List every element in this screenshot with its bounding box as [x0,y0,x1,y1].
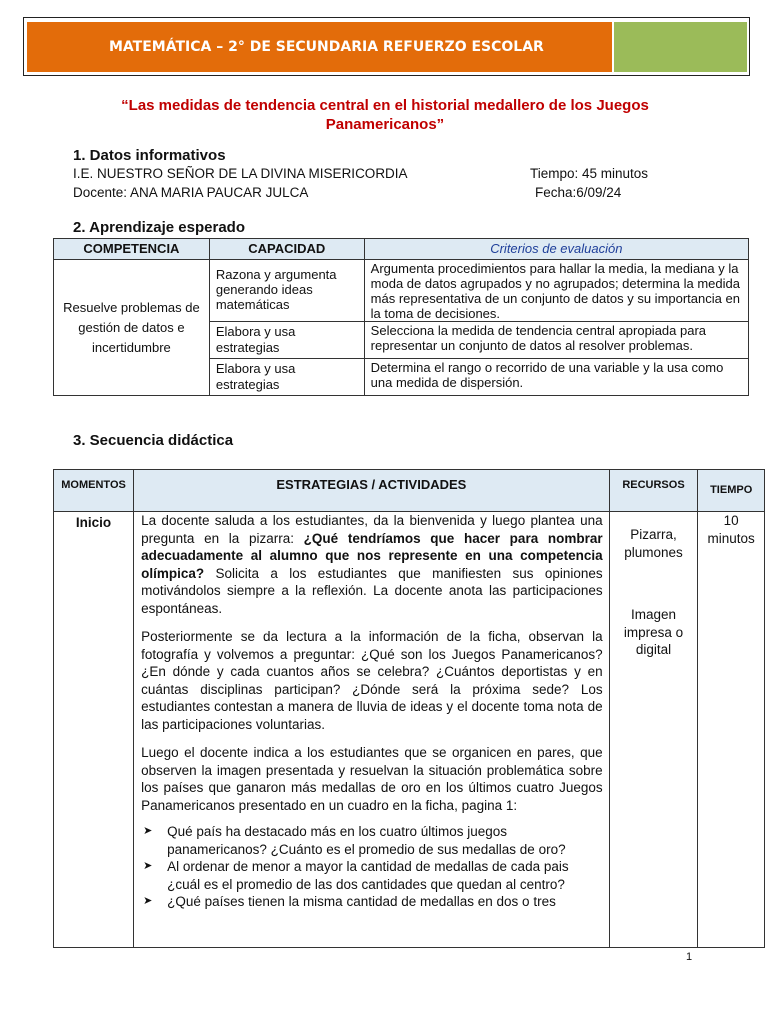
header-capacidad: CAPACIDAD [209,239,364,260]
learning-row [54,260,749,322]
header-title-bar [27,22,612,72]
question-text: Qué país ha destacado más en los cuatro últimos juegos panamericanos? ¿Cuánto es el promedio de sus medallas de oro? [167,824,566,857]
time-info: Tiempo: 45 minutos [530,166,649,181]
learning-table [53,238,749,396]
header-title: MATEMÁTICA – 2° DE SECUNDARIA REFUERZO ESCOLAR [109,39,544,55]
competencia-cell: Resuelve problemas de gestión de datos e incertidumbre [54,260,210,396]
sequence-table [53,469,765,948]
header-recursos: RECURSOS [609,470,698,512]
header-accent-block [614,22,747,72]
section-heading-datos: 1. Datos informativos [73,147,226,164]
activity-paragraph-2: Posteriormente se da lectura a la información de la ficha, observan la fotografía y volvemos a preguntar: ¿Qué son los Juegos Panamericanos? ¿En dónde y cada cuantos años se celebra? ¿Cuántos deportistas y en cuántas disciplinas participan? ¿Dónde será la próxima sede? Los estudiantes contestan a manera de lluvia de ideas y el docente toma nota de las participaciones voluntarias. [141,629,603,732]
document-title-line-2: Panamericanos” [325,116,445,133]
sequence-row-inicio [54,512,765,948]
activity-paragraph-3: Luego el docente indica a los estudiantes que se organicen en pares, que observen la imagen presentada y resuelvan la situación problemática sobre los países que ganaron más medallas de oro en los últimos cuatro Juegos Panamericanos presentado en un cuadro en la ficha, pagina 1: [141,745,603,813]
learning-table-header-row [54,239,749,260]
activity-paragraph-1 [141,512,603,617]
header-tiempo: TIEMPO [698,470,765,512]
date-info: Fecha:6/09/24 [535,185,622,200]
arrow-bullet-icon: ➤ [143,860,153,872]
header-competencia: COMPETENCIA [54,239,210,260]
capacidad-cell: Razona y argumenta generando ideas matemáticas [209,260,364,322]
activity-p1-text: La docente saluda a los estudiantes, da la bienvenida y luego plantea una pregunta en la pizarra: [141,513,603,546]
section-heading-aprendizaje: 2. Aprendizaje esperado [73,219,246,236]
list-item [141,858,603,893]
header-estrategias: ESTRATEGIAS / ACTIVIDADES [134,470,610,512]
criterio-cell: Argumenta procedimientos para hallar la media, la mediana y la moda de datos agrupados y no agrupados; determina la medida más representativa de un conjunto de datos y su importancia en la toma de decisiones. [364,260,748,322]
arrow-bullet-icon: ➤ [143,825,153,837]
list-item [141,893,603,911]
moment-label: Inicio [54,512,134,948]
institution-name: I.E. NUESTRO SEÑOR DE LA DIVINA MISERICORDIA [73,166,408,181]
page-number: 1 [686,951,693,963]
header-momentos: MOMENTOS [54,470,134,512]
criterio-cell: Determina el rango o recorrido de una variable y la usa como una medida de dispersión. [364,359,748,396]
section-heading-secuencia: 3. Secuencia didáctica [73,432,234,449]
teacher-name: Docente: ANA MARIA PAUCAR JULCA [73,185,309,200]
capacidad-cell: Elabora y usa estrategias [209,322,364,359]
question-list [141,823,603,911]
question-text: Al ordenar de menor a mayor la cantidad de medallas de cada pais ¿cuál es el promedio de las dos cantidades que quedan al centro? [167,859,569,892]
document-title-line-1: “Las medidas de tendencia central en el historial medallero de los Juegos [121,97,649,114]
header-criterios: Criterios de evaluación [364,239,748,260]
time-cell: 10 minutos [698,512,765,948]
list-item [141,823,603,858]
resource-pizarra: Pizarra, plumones [624,527,683,560]
resources-cell [609,512,698,948]
activities-cell [134,512,610,948]
question-text: ¿Qué países tienen la misma cantidad de medallas en dos o tres [167,894,556,909]
sequence-table-header-row [54,470,765,512]
capacidad-cell: Elabora y usa estrategias [209,359,364,396]
resource-imagen: Imagen impresa o digital [623,607,684,657]
document-title [40,96,730,134]
criterio-cell: Selecciona la medida de tendencia central apropiada para representar un conjunto de datos al resolver problemas. [364,322,748,359]
activity-p1-text-end: Solicita a los estudiantes que manifiesten sus opiniones motivándolos siempre a la reflexión. La docente anota las participaciones espontáneas. [141,565,603,616]
arrow-bullet-icon: ➤ [143,895,153,907]
activity-p1-question: ¿Qué tendríamos que hacer para nombrar adecuadamente al alumno que nos represente en una competencia olímpica? [141,530,603,581]
